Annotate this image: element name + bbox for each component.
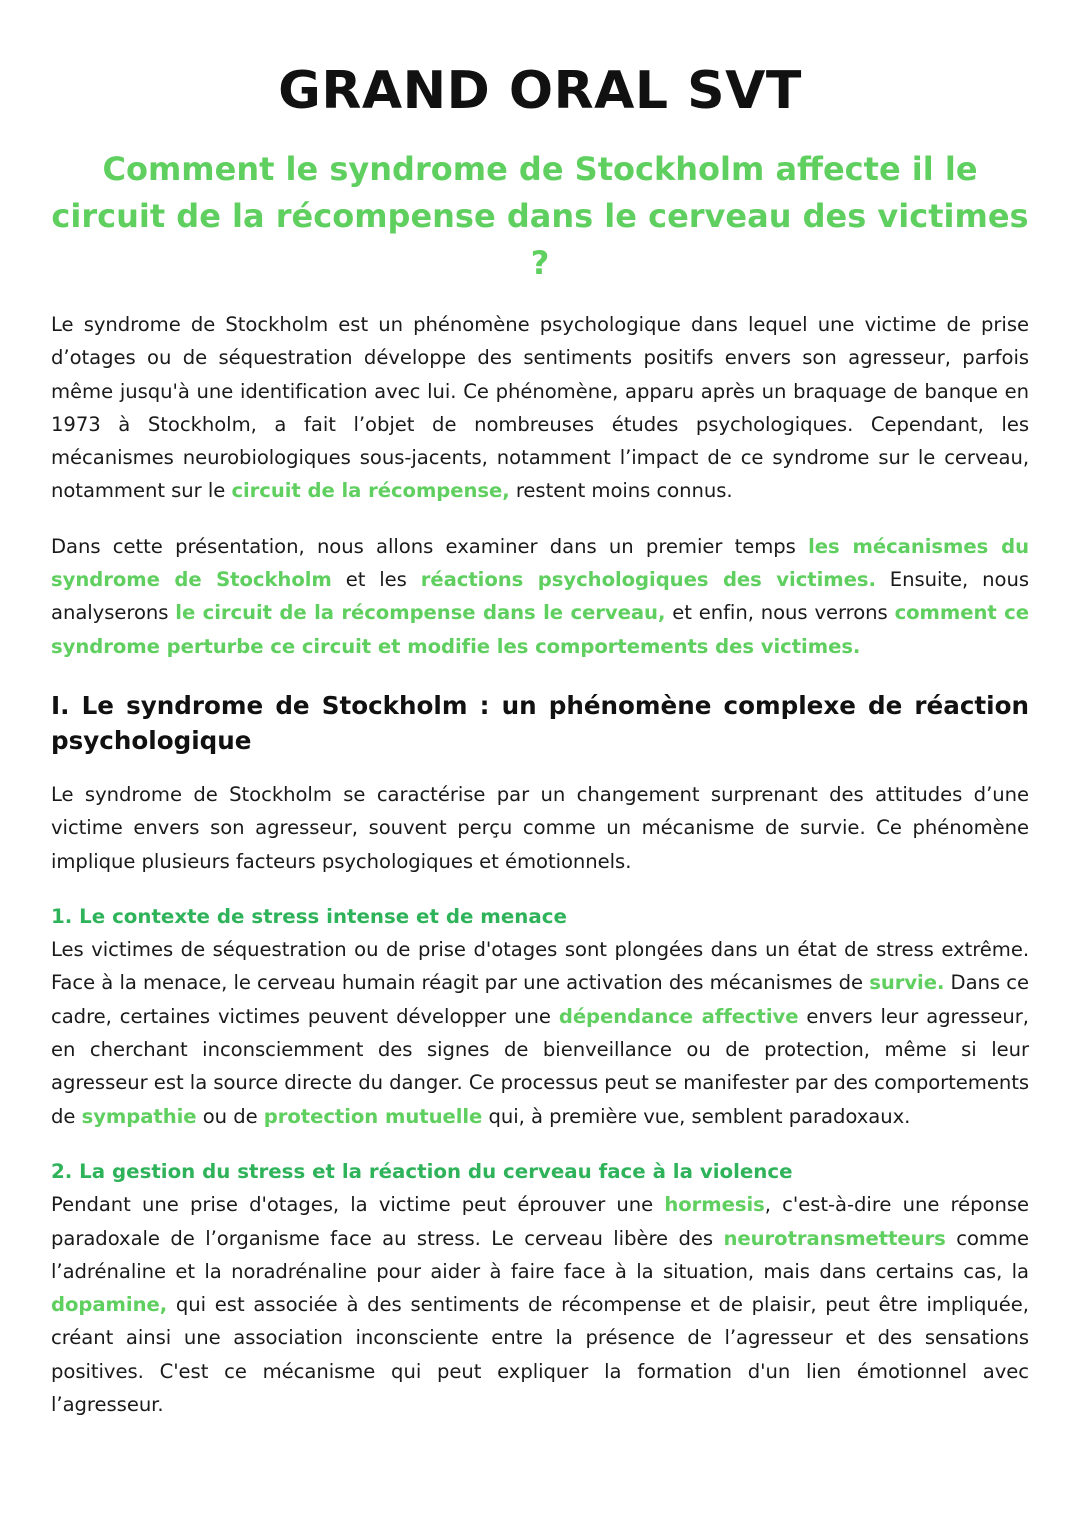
text-run: Le syndrome de Stockholm est un phénomène psychologique dans lequel une victime de prise d’otages ou de séquestration développe des sentiments positifs envers son agresseur, parfois même jusqu'à une identification avec lui. Ce phénomène, apparu après un braquage de banque en 1973 à Stockholm, a fait l’objet de nombreuses études psychologiques. Cependant, les mécanismes neurobiologiques sous-jacents, notamment l’impact de ce syndrome sur le cerveau, notamment sur le: [51, 313, 1029, 503]
text-run: qui, à première vue, semblent paradoxaux.: [482, 1104, 911, 1128]
text-run: ou de: [196, 1104, 264, 1128]
text-run: restent moins connus.: [509, 479, 733, 503]
text-run: Les victimes de séquestration ou de prise d'otages sont plongées dans un état de stress extrême. Face à la menace, le cerveau humain réagit par une activation des mécanismes de: [51, 938, 1029, 995]
section-1-title: I. Le syndrome de Stockholm : un phénomène complexe de réaction psychologique: [51, 690, 1029, 755]
subsection-2-heading: 2. La gestion du stress et la réaction du cerveau face à la violence: [51, 1159, 793, 1183]
intro-paragraph-2: [51, 530, 1029, 663]
text-run: envers leur agresseur, en cherchant inconsciemment des signes de bienveillance ou de protection, même si leur agresseur est la source directe du danger. Ce processus peut se manifester par des comportements de: [51, 1004, 1029, 1128]
highlight-text: comment ce syndrome perturbe ce circuit et modifie les comportements des victimes.: [51, 601, 1029, 658]
intro-paragraph-1: [51, 308, 1029, 508]
text-run: comme l’adrénaline et la noradrénaline pour aider à faire face à la situation, mais dans certains cas, la: [51, 1226, 1029, 1283]
text-run: Dans ce cadre, certaines victimes peuvent développer une: [51, 971, 1029, 1028]
highlight-text: réactions psychologiques des victimes.: [420, 568, 876, 592]
highlight-text: survie.: [869, 971, 945, 995]
text-run: Ensuite, nous analyserons: [51, 568, 1029, 625]
text-run: et les: [331, 568, 421, 592]
highlight-text: sympathie: [81, 1104, 197, 1128]
page-title: GRAND ORAL SVT: [278, 61, 802, 121]
subsection-2-paragraph: [51, 1188, 1029, 1421]
subsection-1-heading: 1. Le contexte de stress intense et de menace: [51, 904, 567, 928]
text-run: Dans cette présentation, nous allons examiner dans un premier temps: [51, 534, 809, 558]
highlight-text: hormesis: [664, 1193, 765, 1217]
highlight-text: le circuit de la récompense dans le cerveau,: [175, 601, 666, 625]
subsection-1-paragraph: [51, 933, 1029, 1133]
highlight-text: protection mutuelle: [263, 1104, 483, 1128]
highlight-text: les mécanismes du syndrome de Stockholm: [51, 534, 1029, 592]
page-subtitle: Comment le syndrome de Stockholm affecte il le circuit de la récompense dans le cerveau des victimes ?: [51, 150, 1029, 282]
text-run: qui est associée à des sentiments de récompense et de plaisir, peut être impliquée, créant ainsi une association inconsciente entre la présence de l’agresseur et des sensations positives. C'est ce mécanisme qui peut expliquer la formation d'un lien émotionnel avec l’agresseur.: [51, 1293, 1029, 1417]
text-run: , c'est-à-dire une réponse paradoxale de l’organisme face au stress. Le cerveau libère des: [51, 1193, 1029, 1250]
text-run: Pendant une prise d'otages, la victime peut éprouver une: [51, 1193, 665, 1217]
highlight-text: dépendance affective: [558, 1004, 799, 1028]
highlight-text: dopamine,: [51, 1293, 168, 1317]
highlight-text: circuit de la récompense,: [231, 479, 510, 503]
text-run: et enfin, nous verrons: [665, 601, 895, 625]
highlight-text: neurotransmetteurs: [723, 1226, 946, 1250]
section-1-intro: Le syndrome de Stockholm se caractérise par un changement surprenant des attitudes d’une victime envers son agresseur, souvent perçu comme un mécanisme de survie. Ce phénomène implique plusieurs facteurs psychologiques et émotionnels.: [51, 782, 1029, 873]
document-page: [51, 0, 1029, 1421]
